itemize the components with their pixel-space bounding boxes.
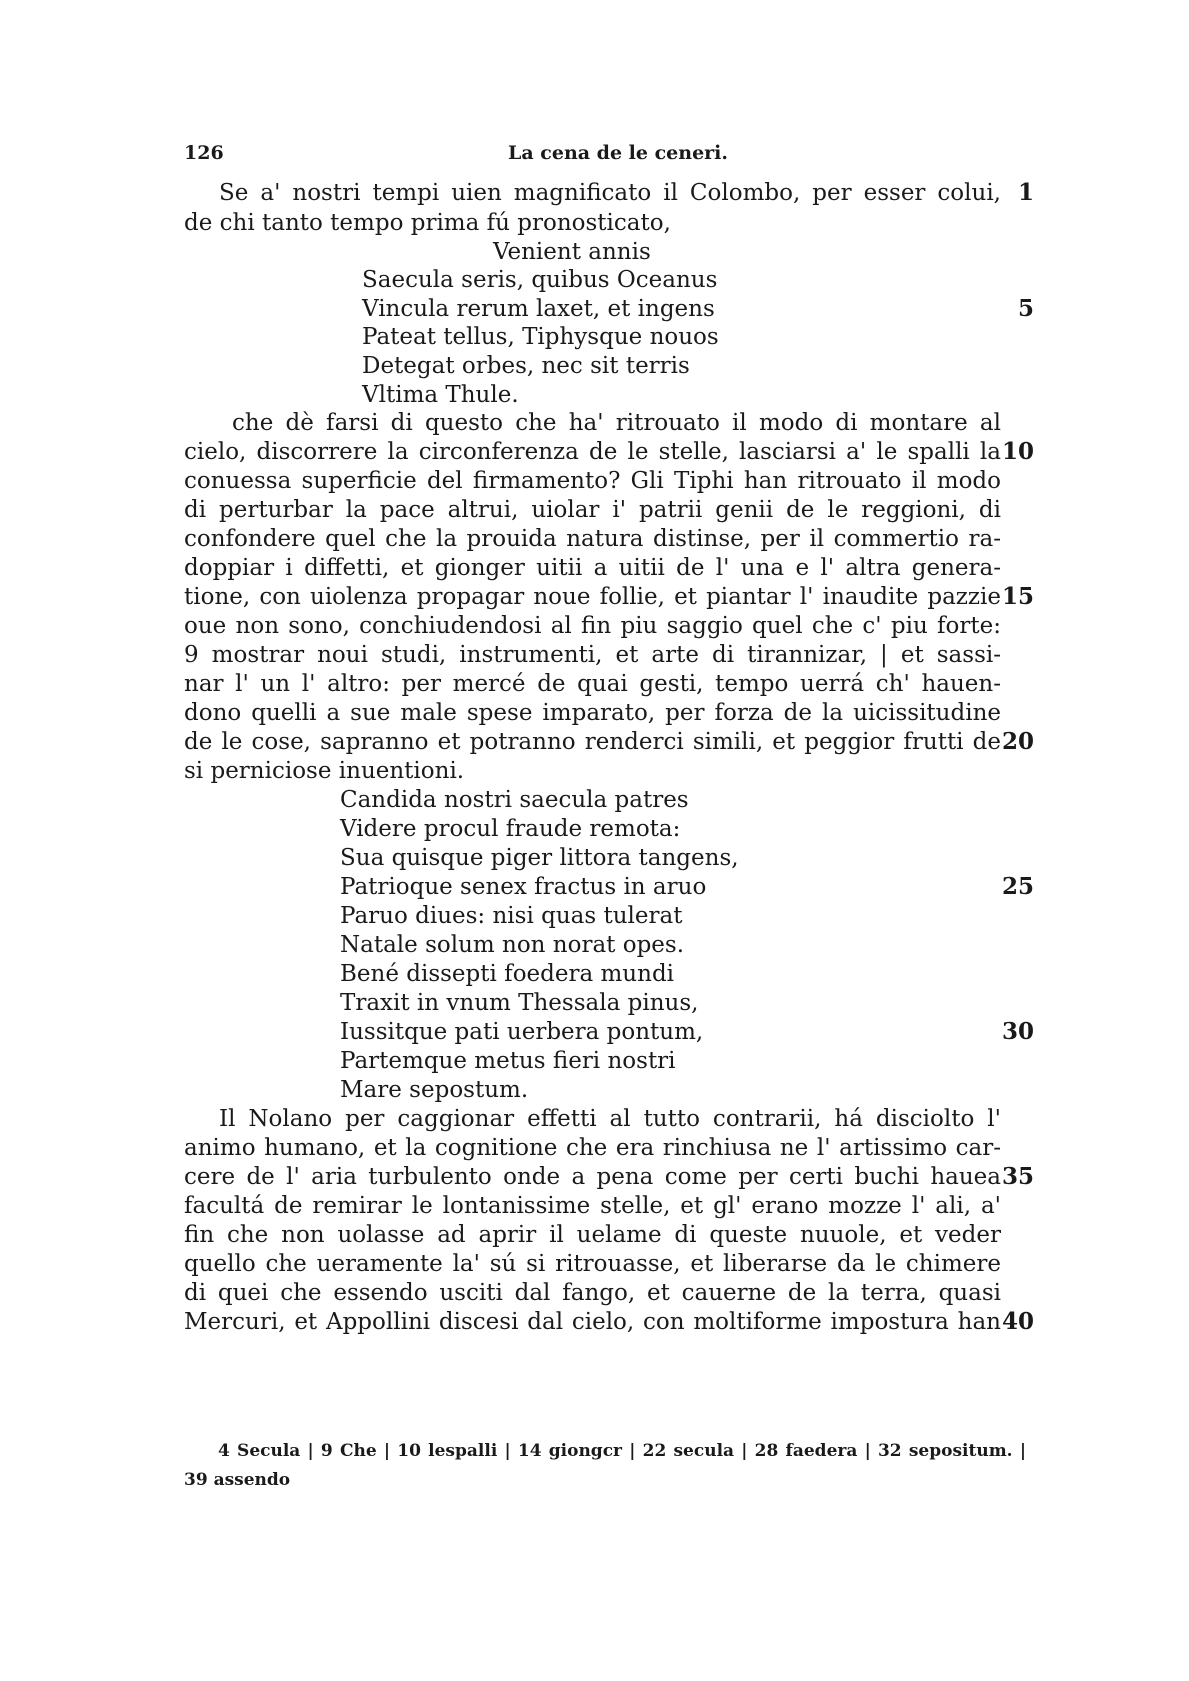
text-line: oue non sono, conchiudendosi al fin piu saggio quel che c' piu forte: — [184, 613, 1001, 639]
running-title: La cena de le ceneri. — [508, 142, 728, 164]
verse-line: Videre procul fraude remota: — [340, 816, 681, 842]
text-line: Mercuri, et Appollini discesi dal cielo, con moltiforme impostura han — [184, 1309, 1001, 1335]
line-number: 35 — [1001, 1163, 1034, 1190]
line-number: 1 — [1017, 179, 1034, 206]
text-line: Il Nolano per caggionar effetti al tutto contrarii, há disciolto l' — [219, 1106, 1001, 1132]
text-line: cere de l' aria turbulento onde a pena come per certi buchi hauea — [184, 1164, 1001, 1190]
line-number: 25 — [1001, 873, 1034, 900]
verse-line: Paruo diues: nisi quas tulerat — [340, 903, 683, 929]
verse-line: Natale solum non norat opes. — [340, 932, 685, 958]
text-line: quello che ueramente la' sú si ritrouasse, et liberarse da le chimere — [184, 1251, 1001, 1277]
text-line: doppiar i diffetti, et gionger uitii a uitii de l' una e l' altra genera- — [184, 555, 1001, 581]
text-line: facultá de remirar le lontanissime stelle, et gl' erano mozze l' ali, a' — [184, 1193, 1001, 1219]
text-line: tione, con uiolenza propagar noue follie, et piantar l' inaudite pazzie — [184, 584, 1001, 610]
text-line: cielo, discorrere la circonferenza de le stelle, lasciarsi a' le spalli la — [184, 439, 1001, 465]
text-line: dono quelli a sue male spese imparato, per forza de la uicissitudine — [184, 700, 1001, 726]
verse-line: Detegat orbes, nec sit terris — [362, 353, 690, 379]
page-number: 126 — [184, 142, 224, 164]
text-line: confondere quel che la prouida natura distinse, per il commertio ra- — [184, 526, 1001, 552]
line-number: 40 — [1001, 1308, 1034, 1335]
text-line: che dè farsi di questo che ha' ritrouato il modo di montare al — [232, 410, 1001, 436]
footnote-apparatus-continued: 39 assendo — [184, 1470, 291, 1490]
text-line: de chi tanto tempo prima fú pronosticato, — [184, 210, 671, 236]
verse-line: Mare sepostum. — [340, 1077, 529, 1103]
text-line: di perturbar la pace altrui, uiolar i' patrii genii de le reggioni, di — [184, 497, 1001, 523]
text-line: 9 mostrar noui studi, instrumenti, et arte di tirannizar, | et sassi- — [184, 642, 1001, 668]
line-number: 10 — [1001, 438, 1034, 465]
text-line: Se a' nostri tempi uien magnificato il Colombo, per esser colui, — [219, 180, 1001, 206]
verse-line: Traxit in vnum Thessala pinus, — [340, 990, 699, 1016]
verse-line: Patrioque senex fractus in aruo — [340, 874, 707, 900]
text-line: de le cose, sapranno et potranno renderci simili, et peggior frutti de — [184, 729, 1001, 755]
verse-line: Saecula seris, quibus Oceanus — [362, 267, 718, 293]
line-number: 30 — [1001, 1018, 1034, 1045]
verse-line: Partemque metus fieri nostri — [340, 1048, 676, 1074]
line-number: 5 — [1017, 295, 1034, 322]
verse-line: Candida nostri saecula patres — [340, 787, 689, 813]
text-line: di quei che essendo usciti dal fango, et cauerne de la terra, quasi — [184, 1280, 1001, 1306]
verse-line: Sua quisque piger littora tangens, — [340, 845, 739, 871]
line-number: 20 — [1001, 728, 1034, 755]
verse-line: Pateat tellus, Tiphysque nouos — [362, 324, 719, 350]
text-line: si perniciose inuentioni. — [184, 758, 465, 784]
line-number: 15 — [1001, 583, 1034, 610]
verse-line: Venient annis — [493, 239, 651, 265]
verse-line: Bené dissepti foedera mundi — [340, 961, 675, 987]
text-line: animo humano, et la cognitione che era rinchiusa ne l' artissimo car- — [184, 1135, 1001, 1161]
text-line: fin che non uolasse ad aprir il uelame di queste nuuole, et veder — [184, 1222, 1001, 1248]
verse-line: Iussitque pati uerbera pontum, — [340, 1019, 704, 1045]
text-line: nar l' un l' altro: per mercé de quai gesti, tempo uerrá ch' hauen- — [184, 671, 1001, 697]
text-line: conuessa superficie del firmamento? Gli Tiphi han ritrouato il modo — [184, 468, 1001, 494]
verse-line: Vltima Thule. — [362, 382, 519, 408]
footnote-apparatus: 4 Secula | 9 Che | 10 lespalli | 14 giongcr | 22 secula | 28 faedera | 32 sepositum. | — [218, 1441, 1026, 1461]
verse-line: Vincula rerum laxet, et ingens — [362, 296, 715, 322]
